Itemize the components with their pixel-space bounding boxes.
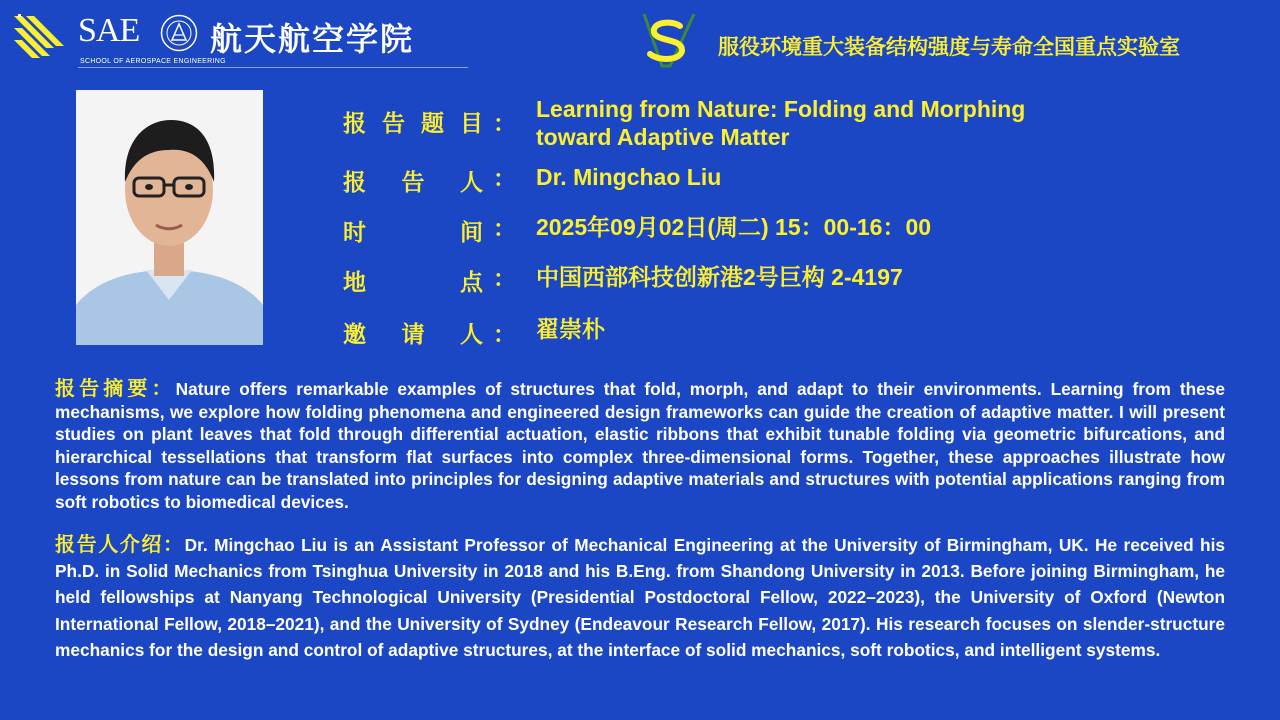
time-colon: ：	[493, 215, 516, 241]
abstract-text: Nature offers remarkable examples of structures that fold, morph, and adapt to their environments. Learning from these mechanisms, we explore how folding phenomena and engineered design frameworks can guide the creation of adaptive matter. I will present studies on plant leaves that fold through differential actuation, elastic ribbons that exhibit tunable folding via geometric bifurcations, and hierarchical tessellations that transform flat surfaces into complex three-dimensional forms. Together, these approaches illustrate how lessons from nature can be translated into principles for designing adaptive materials and structures with potential applications ranging from soft robotics to biomedical devices.	[55, 379, 1225, 512]
talk-title: Learning from Nature: Folding and Morphing toward Adaptive Matter	[536, 96, 1026, 150]
host-colon: ：	[493, 321, 516, 347]
location-colon: ：	[493, 265, 516, 291]
school-name-english: SCHOOL OF AEROSPACE ENGINEERING	[80, 58, 226, 65]
speaker-name: Dr. Mingchao Liu	[536, 164, 722, 190]
talk-location: 中国西部科技创新港2号巨构 2-4197	[536, 264, 903, 290]
school-seal-icon	[160, 14, 198, 52]
talk-time: 2025年09月02日(周二) 15：00-16：00	[536, 214, 932, 240]
speaker-photo	[76, 90, 263, 345]
host-label: 邀 请 人	[343, 321, 483, 347]
abstract-paragraph	[55, 378, 1225, 514]
abstract-heading: 报告摘要：	[55, 378, 176, 400]
bio-paragraph	[55, 532, 1225, 663]
school-name-chinese: 航天航空学院	[210, 21, 415, 57]
title-colon: ：	[493, 110, 516, 136]
location-label: 地 点	[343, 269, 483, 295]
bio-text: Dr. Mingchao Liu is an Assistant Professor of Mechanical Engineering at the University of Birmingham, UK. He received his Ph.D. in Solid Mechanics from Tsinghua University in 2018 and his B.Eng. from Shandong University in 2013. Before joining Birmingham, he held fellowships at Nanyang Technological University (Presidential Postdoctoral Fellow, 2022–2023), the University of Oxford (Newton International Fellow, 2018–2021), and the University of Sydney (Endeavour Research Fellow, 2017). His research focuses on slender-structure mechanics for the design and control of adaptive structures, at the interface of solid mechanics, soft robotics, and intelligent systems.	[55, 535, 1225, 660]
school-stripes-logo-icon	[14, 14, 64, 60]
header-divider	[78, 67, 468, 68]
speaker-portrait-illustration	[76, 90, 263, 345]
speaker-colon: ：	[493, 165, 516, 191]
speaker-label: 报 告 人	[343, 169, 483, 195]
title-label: 报 告 题 目	[343, 110, 483, 136]
bio-heading: 报告人介绍：	[55, 534, 185, 556]
talk-host: 翟崇朴	[536, 316, 605, 342]
school-abbreviation: SAE	[78, 12, 140, 49]
time-label: 时 间	[343, 219, 483, 245]
lab-sv-logo-icon	[640, 10, 698, 68]
lab-name: 服役环境重大装备结构强度与寿命全国重点实验室	[718, 36, 1180, 59]
